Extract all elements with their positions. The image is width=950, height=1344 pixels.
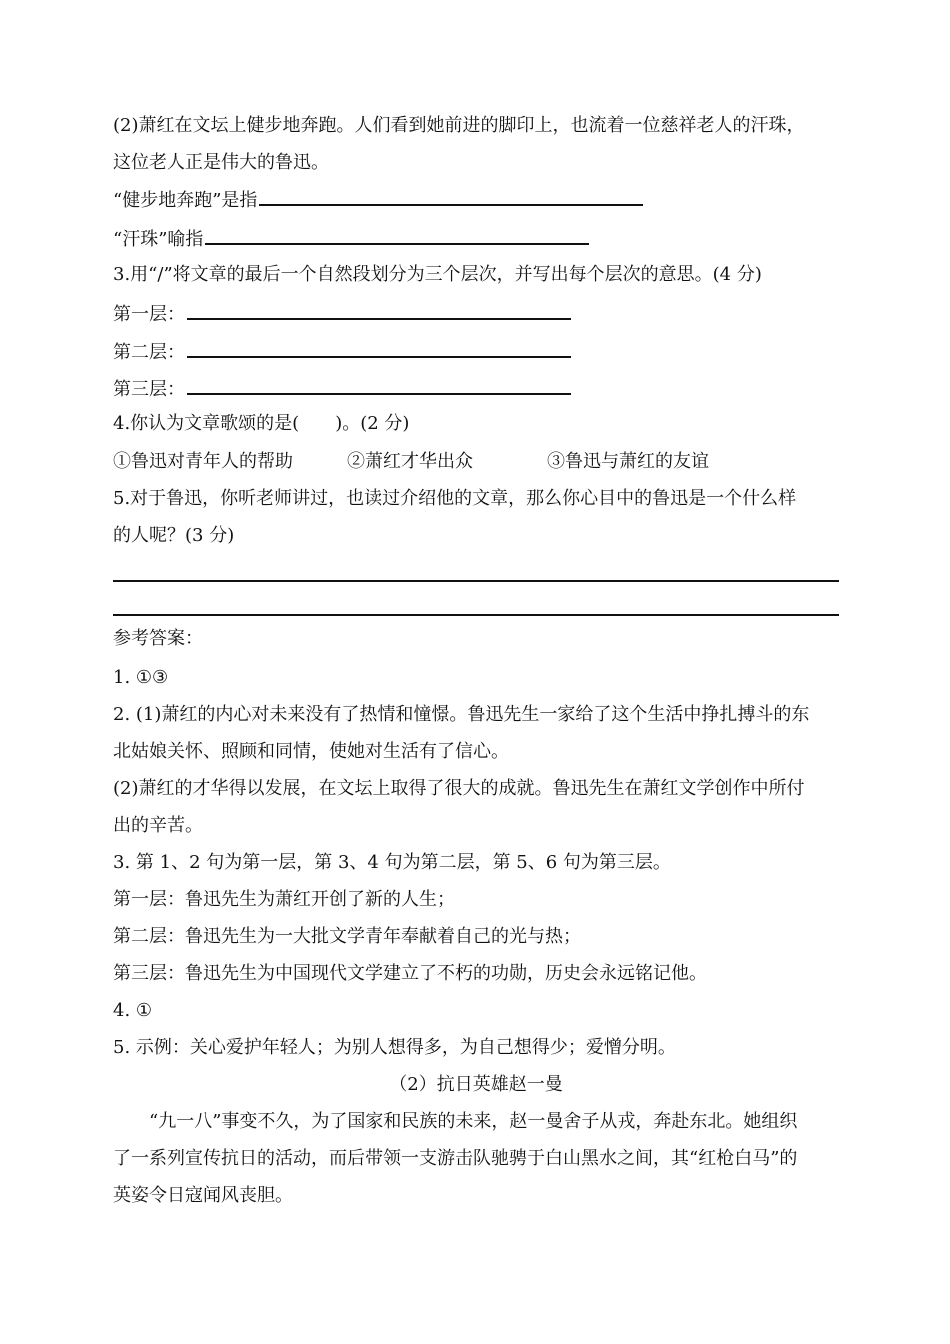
answer-3-layer1: 第一层：鲁迅先生为萧红开创了新的人生；	[113, 889, 455, 910]
q2-part2-line2: 这位老人正是伟大的鲁迅。	[113, 152, 329, 173]
answers-heading: 参考答案：	[113, 628, 203, 649]
q2-prompt-a	[113, 186, 839, 215]
q2-prompt-b-label: “汗珠”喻指	[113, 229, 204, 250]
q5-line2: 的人呢？(3 分)	[113, 525, 235, 546]
answer-3-layer3: 第三层：鲁迅先生为中国现代文学建立了不朽的功勋，历史会永远铭记他。	[113, 963, 707, 984]
q3-layer2-label: 第二层：	[113, 342, 185, 363]
answer-blank-b[interactable]	[205, 225, 589, 245]
q4-question: 4.你认为文章歌颂的是( )。(2 分)	[113, 413, 410, 434]
answer-1: 1. ①③	[113, 667, 169, 688]
answer-line-2[interactable]	[113, 614, 839, 616]
section-paragraph-line2: 了一系列宣传抗日的活动，而后带领一支游击队驰骋于白山黑水之间，其“红枪白马”的	[113, 1148, 798, 1169]
q2-prompt-b	[113, 225, 839, 254]
answer-4: 4. ①	[113, 1000, 153, 1021]
answer-3-layer2: 第二层：鲁迅先生为一大批文学青年奉献着自己的光与热；	[113, 926, 581, 947]
q2-prompt-a-label: “健步地奔跑”是指	[113, 190, 258, 211]
q4-option-2: ②萧红才华出众	[347, 451, 473, 472]
q3-layer3	[113, 375, 839, 404]
answer-blank-layer3[interactable]	[187, 375, 571, 395]
answer-5: 5. 示例：关心爱护年轻人；为别人想得多，为自己想得少；爱憎分明。	[113, 1037, 676, 1058]
q2-part2-line1: (2)萧红在文坛上健步地奔跑。人们看到她前进的脚印上，也流着一位慈祥老人的汗珠，	[113, 115, 805, 136]
answer-line-1[interactable]	[113, 580, 839, 582]
answer-2-2-line1: (2)萧红的才华得以发展，在文坛上取得了很大的成就。鲁迅先生在萧红文学创作中所付	[113, 778, 805, 799]
q3-layer1-label: 第一层：	[113, 304, 185, 325]
q3-layer2	[113, 338, 839, 367]
answer-blank-layer2[interactable]	[187, 338, 571, 358]
q3-question: 3.用“/”将文章的最后一个自然段划分为三个层次，并写出每个层次的意思。(4 分)	[113, 264, 762, 285]
section-paragraph-line1: “九一八”事变不久，为了国家和民族的未来，赵一曼舍子从戎，奔赴东北。她组织	[149, 1111, 798, 1132]
q4-option-3: ③鲁迅与萧红的友谊	[547, 451, 709, 472]
q4-options	[113, 448, 839, 476]
answer-2-2-line2: 出的辛苦。	[113, 815, 203, 836]
q3-layer1	[113, 300, 839, 329]
answer-blank-a[interactable]	[259, 186, 643, 206]
answer-2-1-line2: 北姑娘关怀、照顾和同情，使她对生活有了信心。	[113, 741, 509, 762]
q5-line1: 5.对于鲁迅，你听老师讲过，也读过介绍他的文章，那么你心目中的鲁迅是一个什么样	[113, 488, 797, 509]
q3-layer3-label: 第三层：	[113, 379, 185, 400]
answer-3: 3. 第 1、2 句为第一层，第 3、4 句为第二层，第 5、6 句为第三层。	[113, 852, 671, 873]
q4-option-1: ①鲁迅对青年人的帮助	[113, 451, 293, 472]
answer-2-1-line1: 2. (1)萧红的内心对未来没有了热情和憧憬。鲁迅先生一家给了这个生活中挣扎搏斗的东	[113, 704, 810, 725]
section-title: （2）抗日英雄赵一曼	[389, 1074, 563, 1095]
section-paragraph-line3: 英姿令日寇闻风丧胆。	[113, 1185, 293, 1206]
answer-blank-layer1[interactable]	[187, 300, 571, 320]
